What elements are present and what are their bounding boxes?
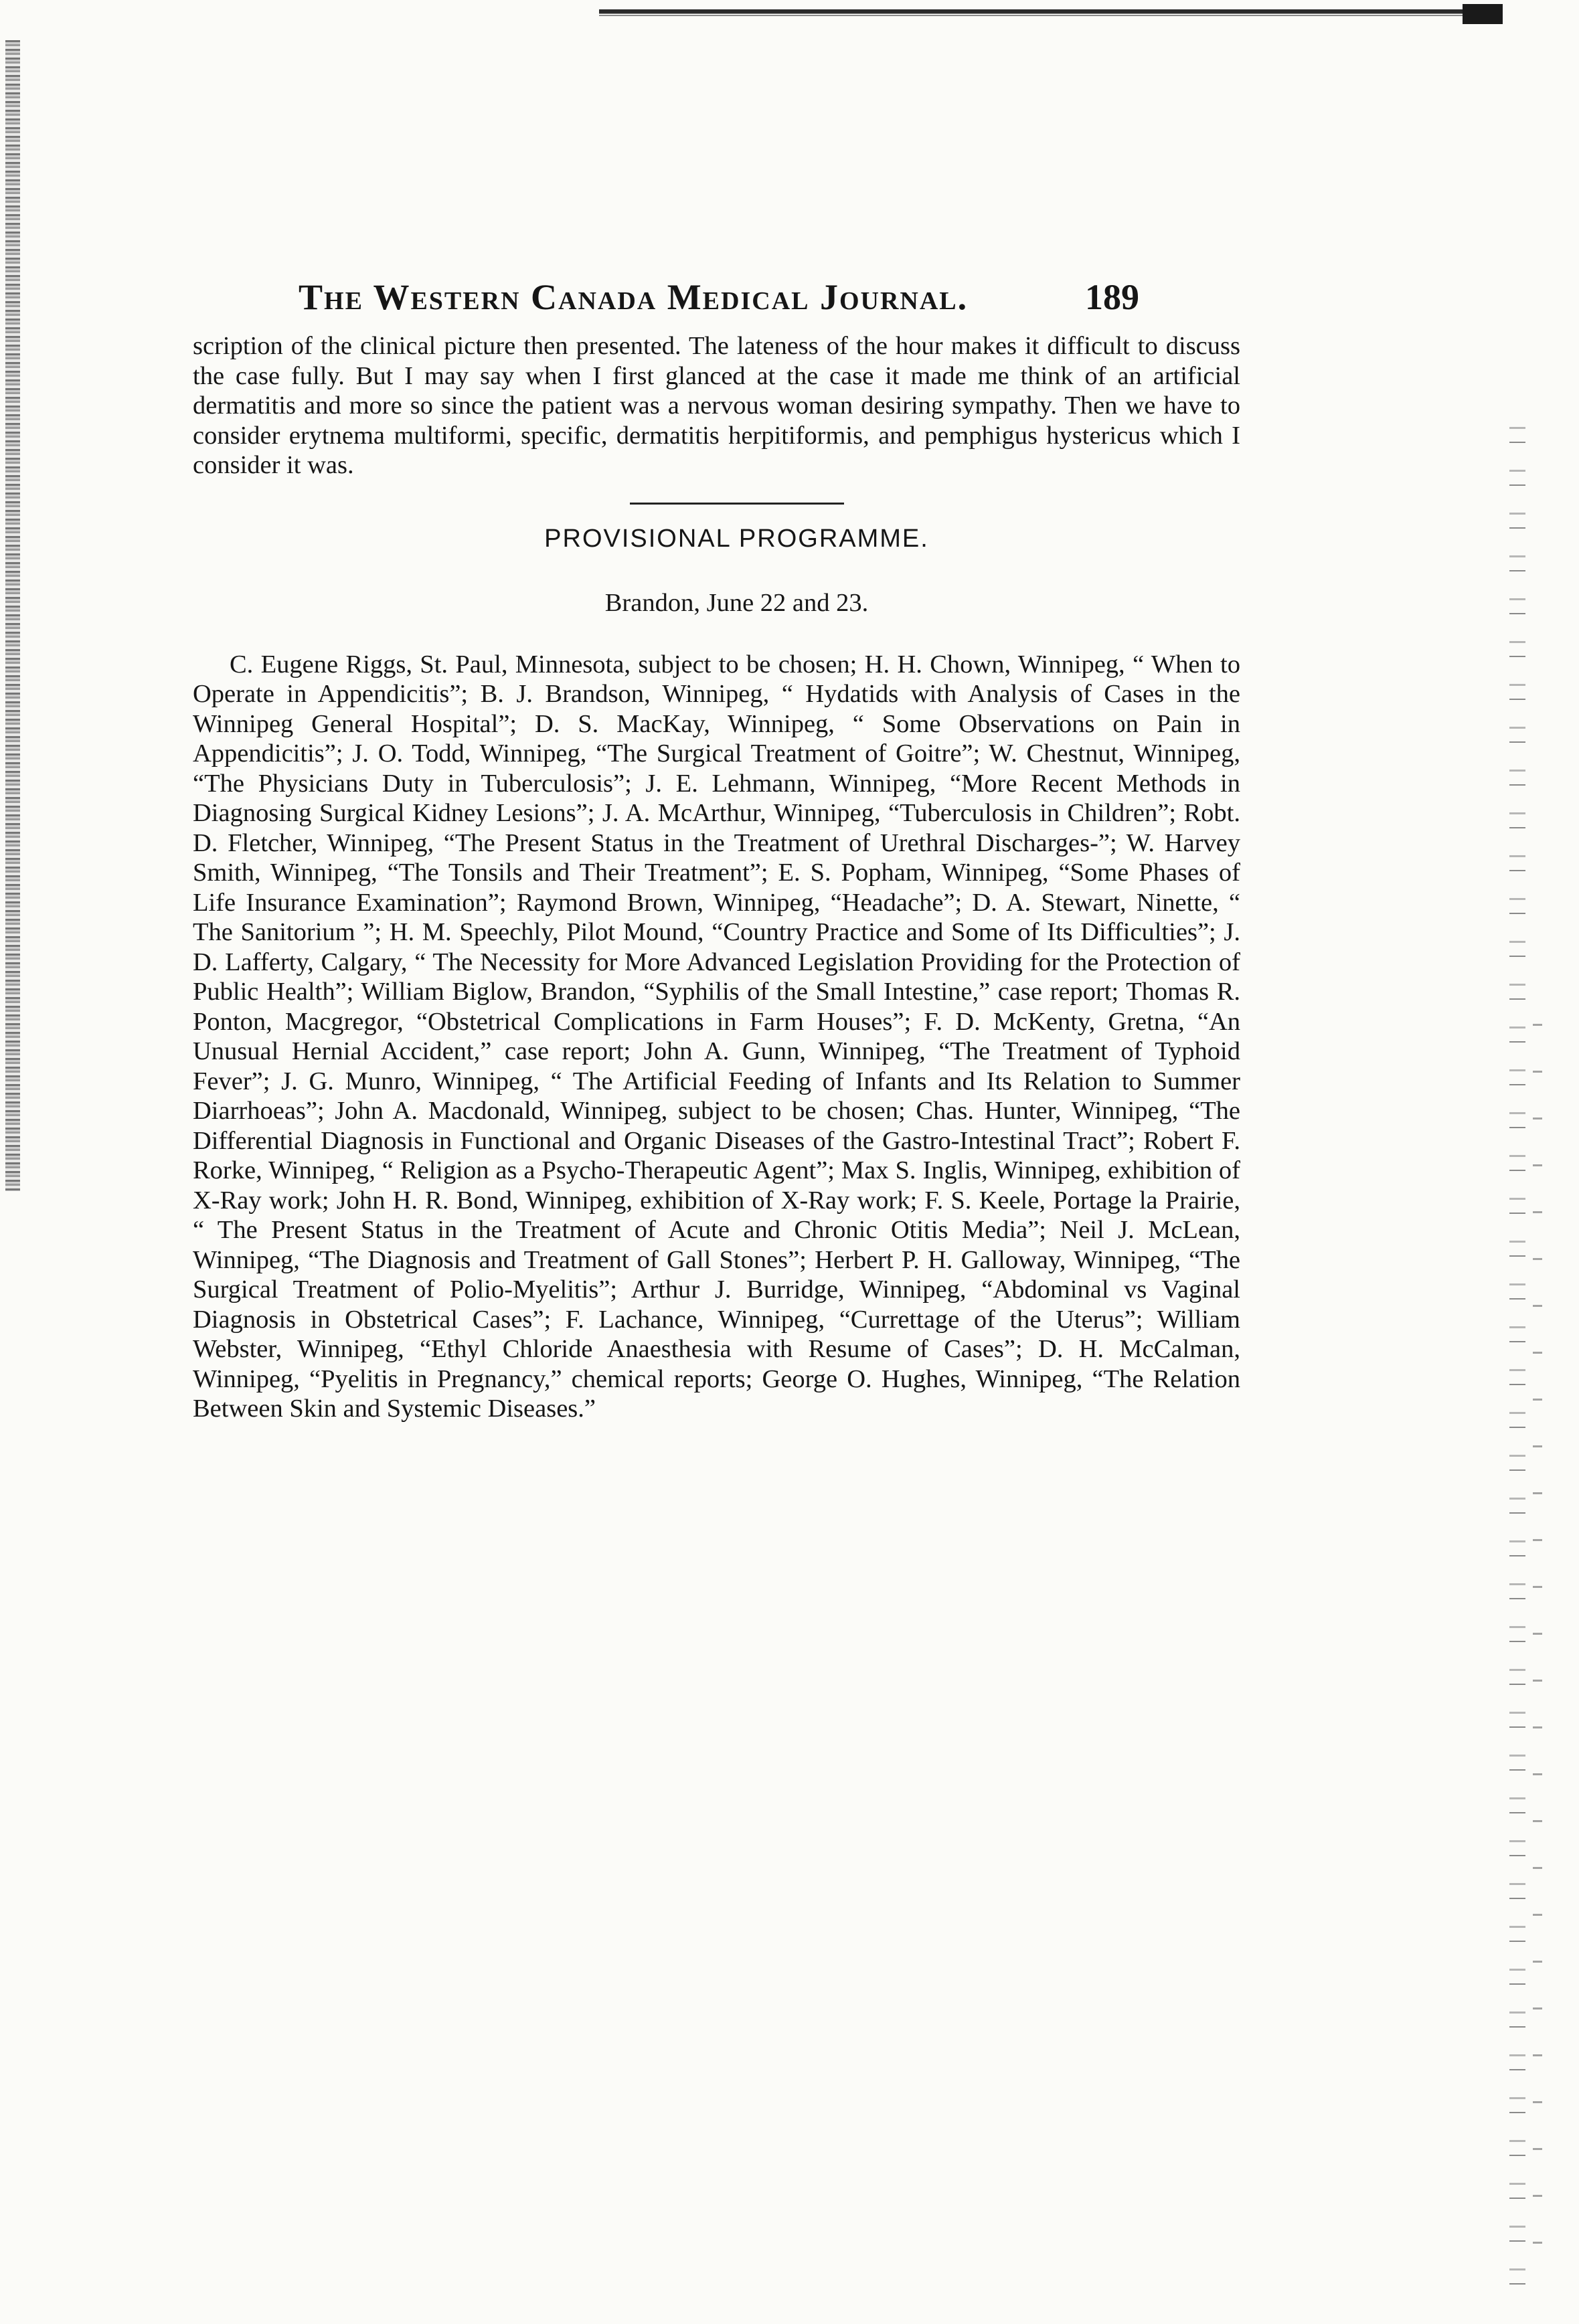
journal-title: The Western Canada Medical Journal. (299, 277, 969, 317)
intro-paragraph: scription of the clinical picture then presented. The lateness of the hour makes it difficult to discuss the case fully. But I may say when I first glanced at the case it made me think of an artificial dermatitis and more so since the patient was a nervous woman desiring sympathy. Then we have to consider erytnema multiformi, specific, dermatitis herpitiformis, and pemphigus hystericus which I consider it was. (193, 332, 1240, 479)
programme-paragraph: C. Eugene Riggs, St. Paul, Minnesota, subject to be chosen; H. H. Chown, Winnipeg, “ When to Operate in Appendicitis”; B. J. Brandson, Winnipeg, “ Hydatids with Analysis of Cases in the Winnipeg General Hospital”; D. S. MacKay, Winnipeg, “ Some Observations on Pain in Appendicitis”; J. O. Todd, Winnipeg, “The Surgical Treatment of Goitre”; W. Chestnut, Winnipeg, “The Physicians Duty in Tuberculosis”; J. E. Lehmann, Winnipeg, “More Recent Methods in Diagnosing Surgical Kidney Lesions”; J. A. McArthur, Winnipeg, “Tuberculosis in Children”; Robt. D. Fletcher, Winnipeg, “The Present Status in the Treatment of Urethral Discharges-”; W. Harvey Smith, Winnipeg, “The Tonsils and Their Treatment”; E. S. Popham, Winnipeg, “Some Phases of Life Insurance Examination”; Raymond Brown, Winnipeg, “Headache”; D. A. Stewart, Ninette, “ The Sanitorium ”; H. M. Speechly, Pilot Mound, “Country Practice and Some of Its Difficulties”; J. D. Lafferty, Calgary, “ The Necessity for More Advanced Legislation Providing for the Protection of Public Health”; William Biglow, Brandon, “Syphilis of the Small Intestine,” case report; Thomas R. Ponton, Macgregor, “Obstetrical Complications in Farm Houses”; F. D. McKenty, Gretna, “An Unusual Hernial Accident,” case report; John A. Gunn, Winnipeg, “The Treatment of Typhoid Fever”; J. G. Munro, Winnipeg, “ The Artificial Feeding of Infants and Its Relation to Summer Diarrhoeas”; John A. Macdonald, Winnipeg, subject to be chosen; Chas. Hunter, Winnipeg, “The Differential Diagnosis in Functional and Organic Diseases of the Gastro-Intestinal Tract”; Robert F. Rorke, Winnipeg, “ Religion as a Psycho-Therapeutic Agent”; Max S. Inglis, Winnipeg, exhibition of X-Ray work; John H. R. Bond, Winnipeg, exhibition of X-Ray work; F. S. Keele, Portage la Prairie, “ The Present Status in the Treatment of Acute and Chronic Otitis Media”; Neil J. McLean, Winnipeg, “The Diagnosis and Treatment of Gall Stones”; Herbert P. H. Galloway, Winnipeg, “The Surgical Treatment of Polio-Myelitis”; Arthur J. Burridge, Winnipeg, “Abdominal vs Vaginal Diagnosis in Obstetrical Cases”; F. Lachance, Winnipeg, “Currettage of the Uterus”; William Webster, Winnipeg, “Ethyl Chloride Anaesthesia with Resume of Cases”; D. H. McCalman, Winnipeg, “Pyelitis in Pregnancy,” chemical reports; George O. Hughes, Winnipeg, “The Relation Between Skin and Systemic Diseases.” (193, 650, 1240, 1423)
section-divider (630, 503, 844, 505)
running-header (193, 271, 1240, 331)
scan-binding-edge (5, 40, 20, 1191)
scan-right-edge-noise-2 (1533, 1004, 1542, 2275)
page-number: 189 (1085, 277, 1139, 317)
section-heading: PROVISIONAL PROGRAMME. (544, 524, 929, 553)
dateline: Brandon, June 22 and 23. (604, 588, 869, 617)
journal-page (193, 271, 1240, 1424)
scan-edge-rule (599, 9, 1503, 19)
scan-right-edge-noise (1509, 415, 1525, 2289)
